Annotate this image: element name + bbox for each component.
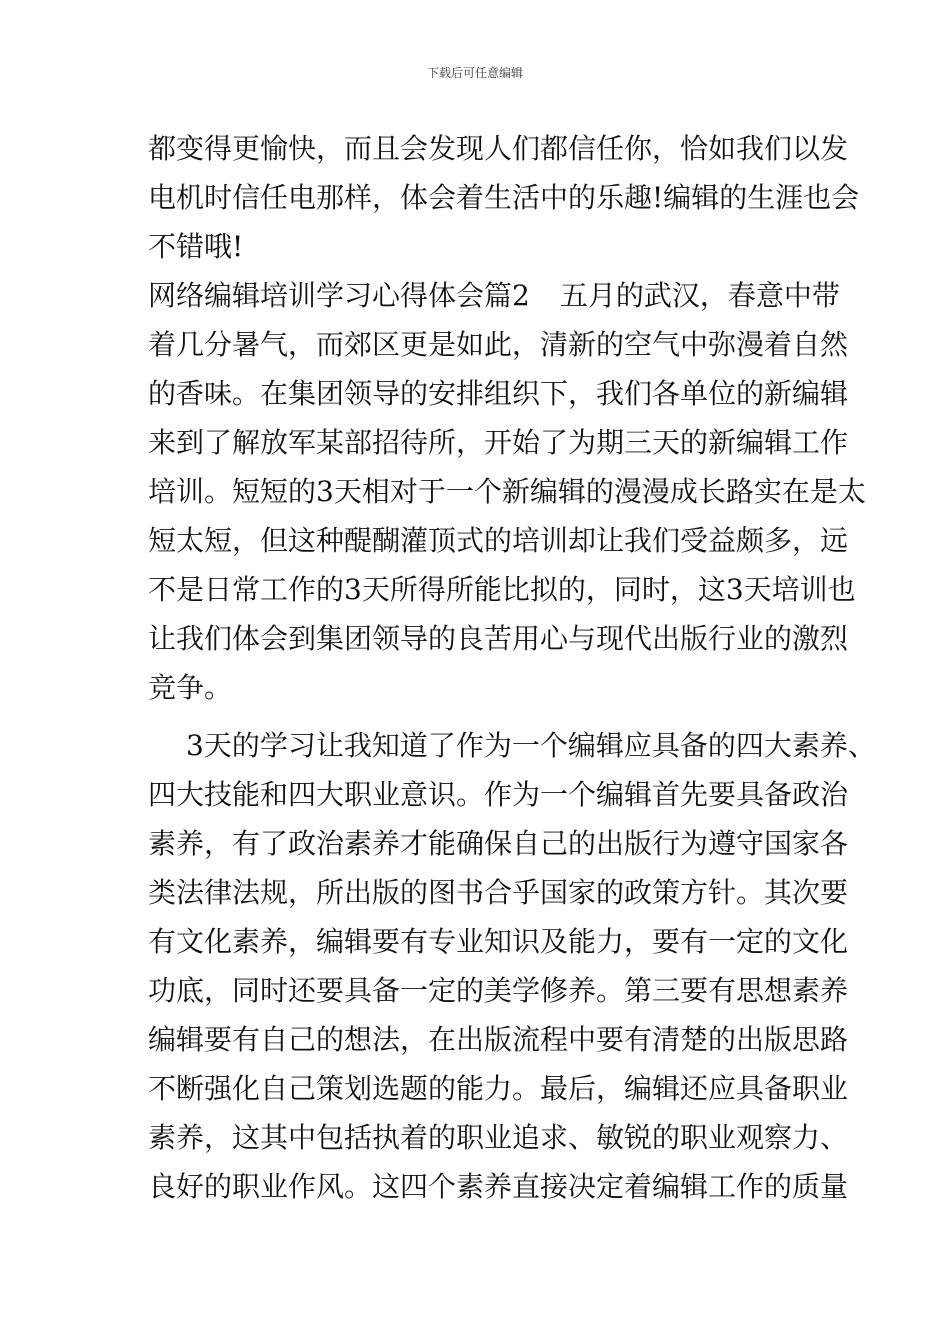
text-line: 四大技能和四大职业意识。作为一个编辑首先要具备政治 — [148, 778, 849, 811]
text-line: 的香味。在集团领导的安排组织下，我们各单位的新编辑 — [148, 377, 849, 410]
section-heading-line — [148, 271, 838, 320]
text-line: 培训。短短的3天相对于一个新编辑的漫漫成长路实在是太 — [148, 475, 866, 508]
document-body — [148, 124, 876, 1211]
paragraph-first-line: 3天的学习让我知道了作为一个编辑应具备的四大素养、 — [186, 729, 876, 762]
text-line: 不错哦! — [148, 230, 244, 263]
text-line: 短太短，但这种醍醐灌顶式的培训却让我们受益颇多，远 — [148, 524, 849, 557]
text-line: 着几分暑气，而郊区更是如此，清新的空气中弥漫着自然 — [148, 328, 849, 361]
text-line: 素养，这其中包括执着的职业追求、敏锐的职业观察力、 — [148, 1121, 849, 1154]
text-line: 不断强化自己策划选题的能力。最后，编辑还应具备职业 — [148, 1072, 849, 1105]
text-line: 类法律法规，所出版的图书合乎国家的政策方针。其次要 — [148, 876, 849, 909]
text-line: 良好的职业作风。这四个素养直接决定着编辑工作的质量 — [148, 1170, 849, 1203]
text-line: 编辑要有自己的想法，在出版流程中要有清楚的出版思路 — [148, 1023, 849, 1056]
text-line: 不是日常工作的3天所得所能比拟的，同时，这3天培训也 — [148, 573, 856, 606]
text-line: 功底，同时还要具备一定的美学修养。第三要有思想素养 — [148, 974, 849, 1007]
text-line: 让我们体会到集团领导的良苦用心与现代出版行业的激烈 — [148, 622, 849, 655]
text-line: 竞争。 — [148, 671, 233, 704]
page-header: 下载后可任意编辑 — [426, 66, 523, 80]
section-title: 网络编辑培训学习心得体会篇2 — [148, 279, 530, 312]
text-line: 都变得更愉快，而且会发现人们都信任你，恰如我们以发 — [148, 132, 849, 165]
text-line: 五月的武汉，春意中带 — [559, 279, 840, 312]
text-line: 有文化素养，编辑要有专业知识及能力，要有一定的文化 — [148, 925, 849, 958]
text-line: 电机时信任电那样，体会着生活中的乐趣!编辑的生涯也会 — [148, 181, 860, 214]
text-line: 素养，有了政治素养才能确保自己的出版行为遵守国家各 — [148, 827, 849, 860]
text-line: 来到了解放军某部招待所，开始了为期三天的新编辑工作 — [148, 426, 849, 459]
